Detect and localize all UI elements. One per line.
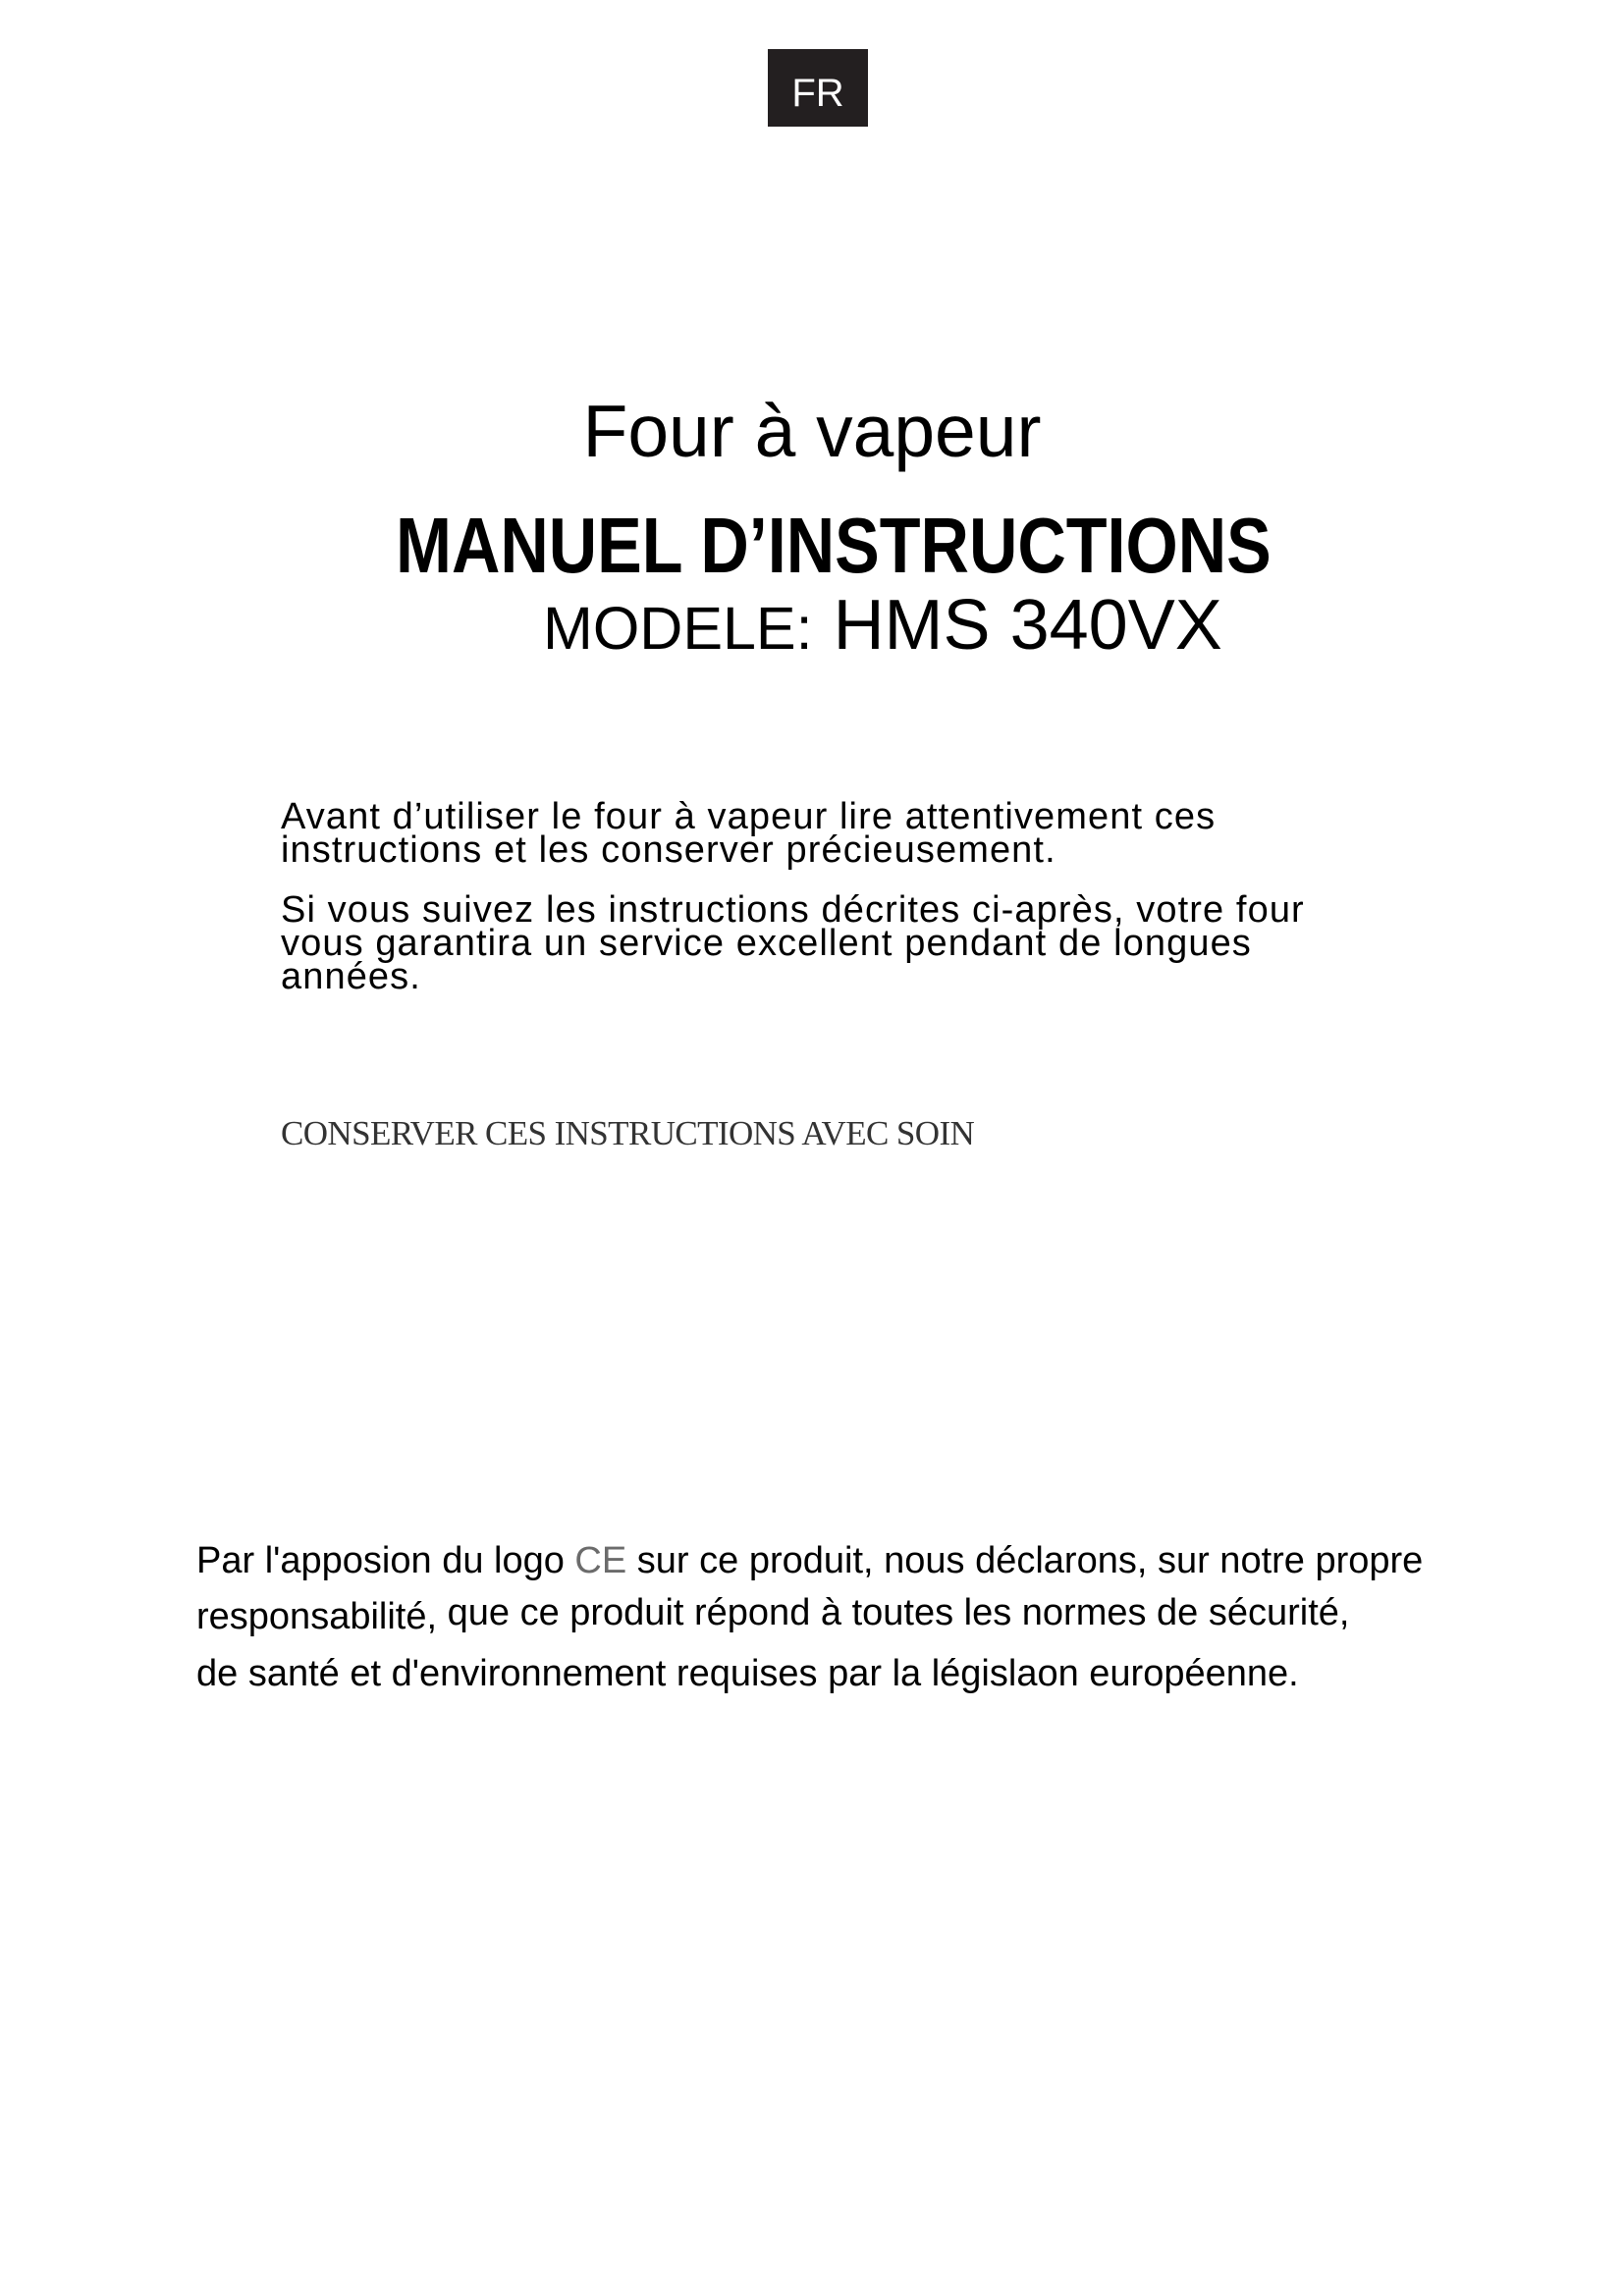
ce-declaration-text: responsabilité, (196, 1596, 438, 1637)
ce-declaration-line-1 (196, 1542, 1423, 1579)
ce-declaration-text: sur ce produit, nous déclarons, sur notre propre (626, 1540, 1424, 1581)
product-name: Four à vapeur (582, 390, 1042, 472)
language-badge (768, 49, 868, 127)
ce-logo-text: CE (574, 1540, 627, 1581)
ce-declaration-line-3: de santé et d'environnement requises par la législaon européenne. (196, 1653, 1299, 1694)
model-label: MODELE: (543, 595, 813, 662)
ce-declaration-text: Par l'apposion du logo (196, 1540, 575, 1581)
model-line (543, 586, 1222, 665)
language-badge-label: FR (791, 71, 844, 115)
intro-paragraph-1-line: Avant d’utiliser le four à vapeur lire attentivement ces (281, 796, 1217, 837)
intro-paragraph-2-line: vous garantira un service excellent pendant de longues (281, 923, 1252, 964)
ce-declaration-text: que ce produit répond à toutes les normes de sécurité, (437, 1592, 1350, 1633)
ce-declaration-line-2 (196, 1592, 1350, 1637)
intro-paragraph-2 (281, 889, 1305, 997)
intro-paragraph-1-line: instructions et les conserver précieusement. (281, 829, 1056, 871)
model-number: HMS 340VX (833, 586, 1222, 665)
intro-paragraph-2-line: Si vous suivez les instructions décrites ci-après, votre four (281, 889, 1305, 931)
intro-paragraph-1 (281, 796, 1217, 871)
keep-instructions-notice: CONSERVER CES INSTRUCTIONS AVEC SOIN (281, 1114, 975, 1152)
intro-paragraph-2-line: années. (281, 956, 421, 997)
manual-title: MANUEL D’INSTRUCTIONS (396, 502, 1272, 589)
